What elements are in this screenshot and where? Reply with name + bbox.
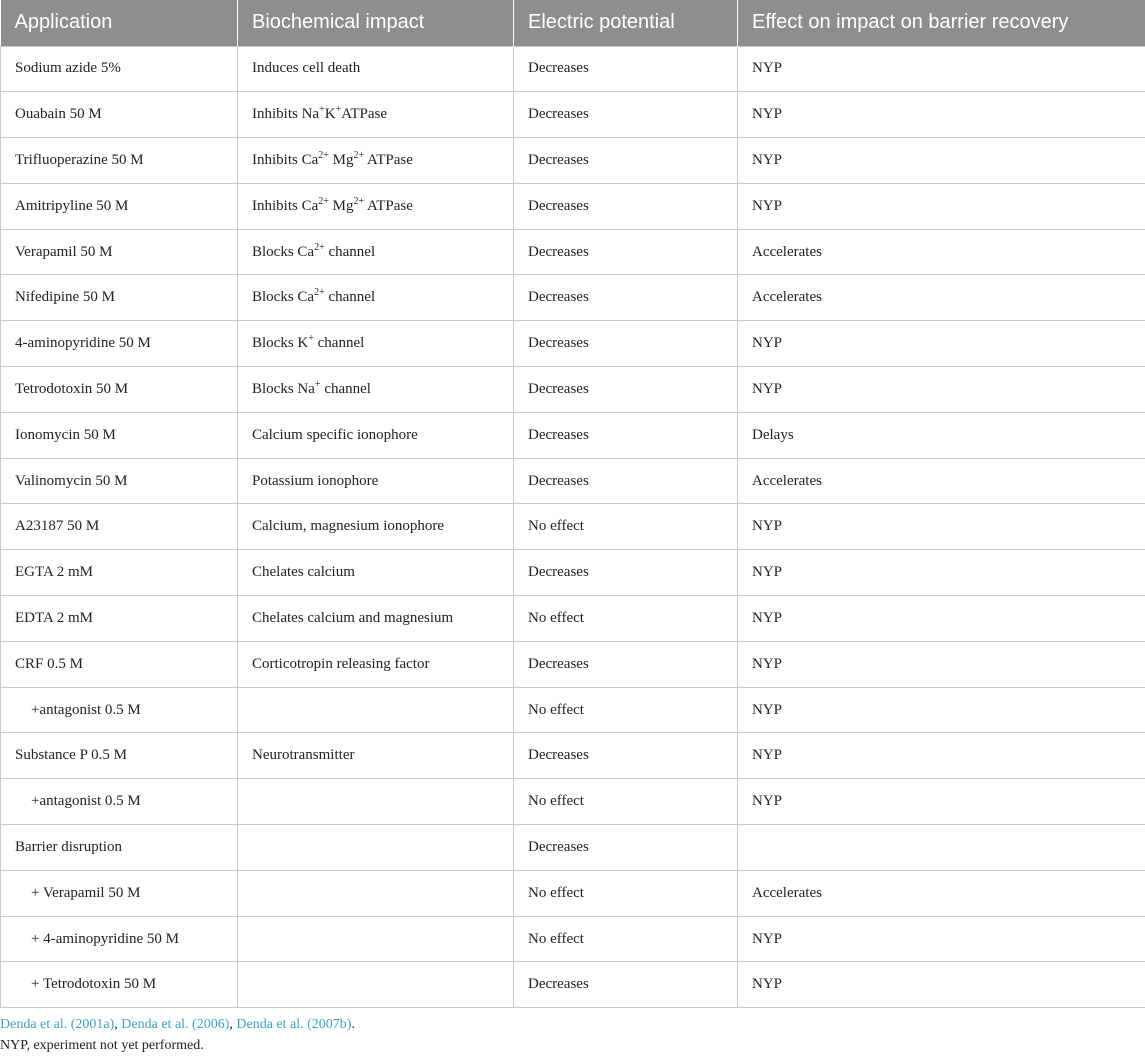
cell-application: EDTA 2 mM xyxy=(1,596,238,642)
cell-biochemical-impact xyxy=(238,183,514,229)
reference-link[interactable]: Denda et al. (2006) xyxy=(121,1017,229,1032)
cell-electric-potential: Decreases xyxy=(514,641,738,687)
cell-biochemical-impact xyxy=(238,870,514,916)
cell-application: Ionomycin 50 M xyxy=(1,412,238,458)
cell-biochemical-impact: Induces cell death xyxy=(238,46,514,92)
cell-application: Tetrodotoxin 50 M xyxy=(1,367,238,413)
table-row xyxy=(1,412,1145,458)
cell-electric-potential: Decreases xyxy=(514,183,738,229)
table-body xyxy=(1,46,1145,1008)
cell-barrier-recovery-effect xyxy=(738,825,1145,871)
header-biochemical-impact: Biochemical impact xyxy=(238,0,514,46)
cell-electric-potential: No effect xyxy=(514,779,738,825)
table-row xyxy=(1,92,1145,138)
charge-superscript: + xyxy=(336,104,342,115)
table-row xyxy=(1,825,1145,871)
separator: . xyxy=(351,1017,355,1032)
cell-biochemical-impact xyxy=(238,687,514,733)
cell-biochemical-impact: Potassium ionophore xyxy=(238,458,514,504)
charge-superscript: 2+ xyxy=(353,196,364,207)
text-segment: channel xyxy=(325,289,375,305)
table-row xyxy=(1,46,1145,92)
cell-application: Nifedipine 50 M xyxy=(1,275,238,321)
table-row xyxy=(1,138,1145,184)
cell-application: Substance P 0.5 M xyxy=(1,733,238,779)
cell-electric-potential: Decreases xyxy=(514,550,738,596)
cell-barrier-recovery-effect: NYP xyxy=(738,367,1145,413)
cell-barrier-recovery-effect: NYP xyxy=(738,733,1145,779)
text-segment: K xyxy=(325,106,336,122)
separator: , xyxy=(229,1017,236,1032)
text-segment: ATPase xyxy=(341,106,387,122)
cell-electric-potential: Decreases xyxy=(514,138,738,184)
text-segment: Inhibits Na xyxy=(252,106,319,122)
cell-biochemical-impact xyxy=(238,367,514,413)
table-row xyxy=(1,321,1145,367)
cell-application: 4-aminopyridine 50 M xyxy=(1,321,238,367)
reference-link[interactable]: Denda et al. (2001a) xyxy=(0,1017,114,1032)
cell-biochemical-impact xyxy=(238,138,514,184)
table-row xyxy=(1,916,1145,962)
cell-application: EGTA 2 mM xyxy=(1,550,238,596)
cell-barrier-recovery-effect: NYP xyxy=(738,641,1145,687)
cell-barrier-recovery-effect: NYP xyxy=(738,138,1145,184)
table-row xyxy=(1,229,1145,275)
cell-application: + Verapamil 50 M xyxy=(1,870,238,916)
header-barrier-recovery-effect: Effect on impact on barrier recovery xyxy=(738,0,1145,46)
table-header-row xyxy=(1,0,1145,46)
abbreviation-note: NYP, experiment not yet performed. xyxy=(0,1035,355,1056)
cell-electric-potential: Decreases xyxy=(514,92,738,138)
cell-electric-potential: Decreases xyxy=(514,733,738,779)
cell-barrier-recovery-effect: NYP xyxy=(738,321,1145,367)
cell-electric-potential: Decreases xyxy=(514,825,738,871)
text-segment: ATPase xyxy=(364,198,413,214)
cell-application: Amitripyline 50 M xyxy=(1,183,238,229)
cell-biochemical-impact xyxy=(238,779,514,825)
cell-application: +antagonist 0.5 M xyxy=(1,779,238,825)
table-row xyxy=(1,641,1145,687)
cell-barrier-recovery-effect: NYP xyxy=(738,916,1145,962)
charge-superscript: 2+ xyxy=(353,150,364,161)
table-row xyxy=(1,779,1145,825)
cell-barrier-recovery-effect: NYP xyxy=(738,596,1145,642)
cell-application: Verapamil 50 M xyxy=(1,229,238,275)
cell-electric-potential: Decreases xyxy=(514,46,738,92)
text-segment: Inhibits Ca xyxy=(252,152,318,168)
cell-electric-potential: No effect xyxy=(514,687,738,733)
cell-barrier-recovery-effect: NYP xyxy=(738,46,1145,92)
cell-electric-potential: No effect xyxy=(514,596,738,642)
cell-barrier-recovery-effect: NYP xyxy=(738,687,1145,733)
text-segment: channel xyxy=(314,335,364,351)
charge-superscript: 2+ xyxy=(314,287,325,298)
reference-link[interactable]: Denda et al. (2007b) xyxy=(236,1017,351,1032)
cell-electric-potential: Decreases xyxy=(514,458,738,504)
cell-biochemical-impact: Calcium, magnesium ionophore xyxy=(238,504,514,550)
text-segment: Inhibits Ca xyxy=(252,198,318,214)
reference-line xyxy=(0,1014,355,1035)
cell-electric-potential: No effect xyxy=(514,870,738,916)
cell-biochemical-impact xyxy=(238,321,514,367)
text-segment: Blocks K xyxy=(252,335,308,351)
charge-superscript: + xyxy=(319,104,325,115)
cell-biochemical-impact: Corticotropin releasing factor xyxy=(238,641,514,687)
cell-electric-potential: Decreases xyxy=(514,412,738,458)
cell-biochemical-impact xyxy=(238,962,514,1008)
cell-barrier-recovery-effect: NYP xyxy=(738,504,1145,550)
table-footnotes xyxy=(0,1014,355,1056)
cell-electric-potential: Decreases xyxy=(514,275,738,321)
cell-application: Valinomycin 50 M xyxy=(1,458,238,504)
text-segment: ATPase xyxy=(364,152,413,168)
table-row xyxy=(1,458,1145,504)
cell-barrier-recovery-effect: NYP xyxy=(738,183,1145,229)
table-row xyxy=(1,962,1145,1008)
cell-application: + Tetrodotoxin 50 M xyxy=(1,962,238,1008)
text-segment: Mg xyxy=(329,198,354,214)
cell-application: Sodium azide 5% xyxy=(1,46,238,92)
charge-superscript: + xyxy=(315,379,321,390)
header-electric-potential: Electric potential xyxy=(514,0,738,46)
cell-application: +antagonist 0.5 M xyxy=(1,687,238,733)
cell-biochemical-impact xyxy=(238,916,514,962)
table-row xyxy=(1,550,1145,596)
table-row xyxy=(1,275,1145,321)
cell-barrier-recovery-effect: Accelerates xyxy=(738,275,1145,321)
cell-electric-potential: Decreases xyxy=(514,229,738,275)
cell-application: + 4-aminopyridine 50 M xyxy=(1,916,238,962)
charge-superscript: 2+ xyxy=(318,196,329,207)
table-row xyxy=(1,733,1145,779)
cell-electric-potential: Decreases xyxy=(514,962,738,1008)
separator: , xyxy=(114,1017,121,1032)
cell-barrier-recovery-effect: Delays xyxy=(738,412,1145,458)
cell-biochemical-impact: Calcium specific ionophore xyxy=(238,412,514,458)
charge-superscript: 2+ xyxy=(314,242,325,253)
cell-biochemical-impact xyxy=(238,92,514,138)
cell-electric-potential: Decreases xyxy=(514,367,738,413)
cell-biochemical-impact: Neurotransmitter xyxy=(238,733,514,779)
cell-electric-potential: No effect xyxy=(514,916,738,962)
cell-barrier-recovery-effect: Accelerates xyxy=(738,870,1145,916)
cell-biochemical-impact: Chelates calcium and magnesium xyxy=(238,596,514,642)
cell-biochemical-impact: Chelates calcium xyxy=(238,550,514,596)
text-segment: channel xyxy=(325,244,375,260)
text-segment: Blocks Na xyxy=(252,381,315,397)
cell-application: Ouabain 50 M xyxy=(1,92,238,138)
cell-application: Barrier disruption xyxy=(1,825,238,871)
cell-barrier-recovery-effect: NYP xyxy=(738,550,1145,596)
cell-barrier-recovery-effect: NYP xyxy=(738,779,1145,825)
text-segment: channel xyxy=(321,381,371,397)
cell-barrier-recovery-effect: Accelerates xyxy=(738,458,1145,504)
cell-barrier-recovery-effect: NYP xyxy=(738,92,1145,138)
cell-barrier-recovery-effect: NYP xyxy=(738,962,1145,1008)
table-row xyxy=(1,367,1145,413)
table-row xyxy=(1,870,1145,916)
table-row xyxy=(1,504,1145,550)
header-application: Application xyxy=(1,0,238,46)
cell-electric-potential: No effect xyxy=(514,504,738,550)
table-row xyxy=(1,596,1145,642)
text-segment: Blocks Ca xyxy=(252,244,314,260)
cell-application: CRF 0.5 M xyxy=(1,641,238,687)
text-segment: Mg xyxy=(329,152,354,168)
charge-superscript: + xyxy=(308,333,314,344)
cell-electric-potential: Decreases xyxy=(514,321,738,367)
cell-application: A23187 50 M xyxy=(1,504,238,550)
table-row xyxy=(1,687,1145,733)
cell-application: Trifluoperazine 50 M xyxy=(1,138,238,184)
cell-biochemical-impact xyxy=(238,275,514,321)
charge-superscript: 2+ xyxy=(318,150,329,161)
cell-barrier-recovery-effect: Accelerates xyxy=(738,229,1145,275)
text-segment: Blocks Ca xyxy=(252,289,314,305)
cell-biochemical-impact xyxy=(238,229,514,275)
table-row xyxy=(1,183,1145,229)
cell-biochemical-impact xyxy=(238,825,514,871)
